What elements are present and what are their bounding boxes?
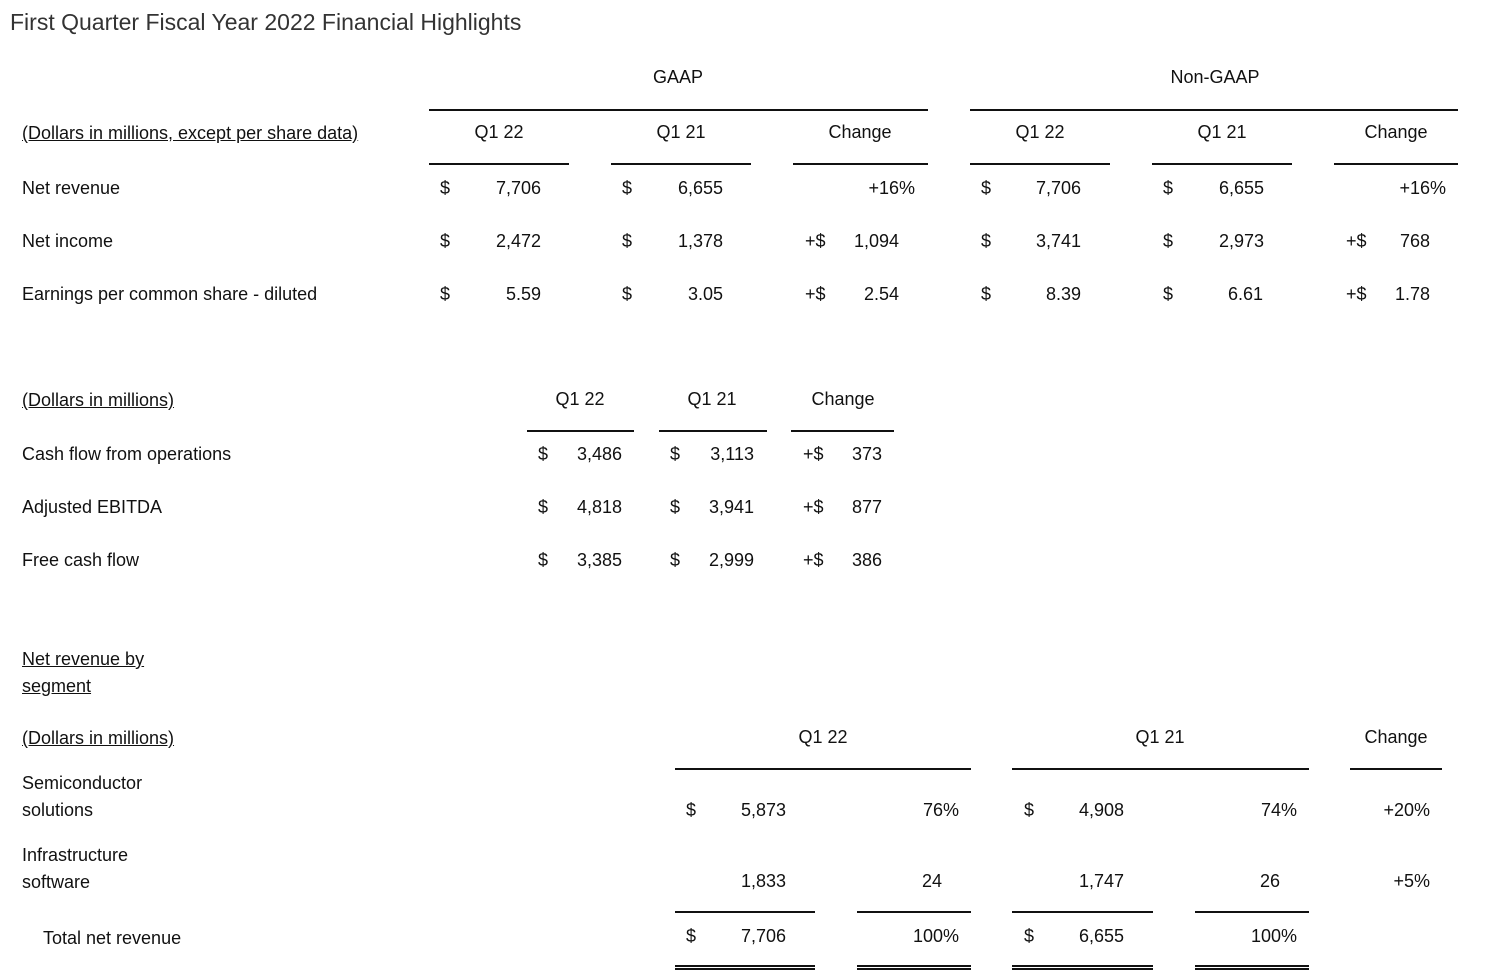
double-rule [857, 965, 971, 970]
column-rule [791, 430, 894, 432]
cashflow-q121-value: 3,113 [710, 444, 754, 464]
cashflow-q121-value: 2,999 [708, 550, 754, 570]
double-rule [675, 965, 815, 970]
column-rule [611, 163, 751, 165]
segment-col-change: Change [1364, 727, 1428, 747]
cashflow-change-value: 386 [851, 550, 882, 570]
segment-change: +5% [1393, 871, 1430, 891]
gaap-col-change: Change [828, 122, 892, 142]
segment-q122-value: 5,873 [740, 800, 786, 820]
gaap-q121-value: 3.05 [687, 284, 723, 304]
gaap-q122-value: 2,472 [495, 231, 541, 251]
nongaap-change-value: +16% [1399, 178, 1446, 198]
total-label: Total net revenue [43, 928, 182, 948]
total-q122-value: 7,706 [740, 926, 786, 946]
segment-change: +20% [1383, 800, 1430, 820]
cashflow-q121-value: 3,941 [708, 497, 754, 517]
column-rule [1152, 163, 1292, 165]
row-label: solutions [22, 800, 94, 820]
change-prefix: +$ [1346, 231, 1367, 251]
double-rule [1012, 965, 1153, 970]
gaap-col-q121: Q1 21 [656, 122, 706, 142]
total-q121-pct: 100% [1250, 926, 1297, 946]
currency-sign: $ [670, 497, 681, 517]
row-label: Infrastructure [22, 845, 129, 865]
segment-q122-value: 1,833 [740, 871, 786, 891]
gaap-change-value: 2.54 [863, 284, 899, 304]
segment-q121-value: 1,747 [1078, 871, 1124, 891]
currency-sign: $ [670, 444, 681, 464]
currency-sign: $ [686, 800, 697, 820]
double-rule [1195, 965, 1309, 970]
cashflow-change-value: 373 [851, 444, 882, 464]
page-title: First Quarter Fiscal Year 2022 Financial Highlights [10, 9, 522, 35]
gaap-change-value: 1,094 [853, 231, 899, 251]
cashflow-caption: (Dollars in millions) [22, 390, 175, 410]
nongaap-change-value: 1.78 [1394, 284, 1430, 304]
cashflow-q122-value: 3,385 [576, 550, 622, 570]
change-prefix: +$ [805, 284, 826, 304]
row-label: Semiconductor [22, 773, 143, 793]
cashflow-col-q121: Q1 21 [687, 389, 737, 409]
column-rule [1195, 911, 1309, 913]
nongaap-q122-value: 8.39 [1045, 284, 1081, 304]
gaap-q121-value: 6,655 [677, 178, 723, 198]
gaap-change-value: +16% [868, 178, 915, 198]
currency-sign: $ [981, 231, 992, 251]
currency-sign: $ [1163, 178, 1174, 198]
currency-sign: $ [981, 284, 992, 304]
column-rule [857, 911, 971, 913]
total-q122-pct: 100% [912, 926, 959, 946]
segment-q121-pct: 26 [1259, 871, 1280, 891]
column-rule [1350, 768, 1442, 770]
currency-sign: $ [1024, 926, 1035, 946]
nongaap-header-rule [970, 109, 1458, 111]
currency-sign: $ [538, 444, 549, 464]
cashflow-change-value: 877 [851, 497, 882, 517]
segment-q121-value: 4,908 [1078, 800, 1124, 820]
nongaap-q122-value: 3,741 [1035, 231, 1081, 251]
total-q121-value: 6,655 [1078, 926, 1124, 946]
column-rule [675, 911, 815, 913]
segment-col-q121: Q1 21 [1135, 727, 1185, 747]
column-rule [527, 430, 634, 432]
currency-sign: $ [440, 284, 451, 304]
column-rule [1012, 911, 1153, 913]
nongaap-col-q121: Q1 21 [1197, 122, 1247, 142]
currency-sign: $ [440, 231, 451, 251]
segment-caption: (Dollars in millions) [22, 728, 175, 748]
gaap-q122-value: 5.59 [505, 284, 541, 304]
currency-sign: $ [1163, 231, 1174, 251]
row-label: Adjusted EBITDA [22, 497, 163, 517]
gaap-q122-value: 7,706 [495, 178, 541, 198]
row-label: Earnings per common share - diluted [22, 284, 318, 304]
cashflow-col-change: Change [811, 389, 875, 409]
change-prefix: +$ [803, 497, 824, 517]
row-label: Net income [22, 231, 114, 251]
change-prefix: +$ [803, 444, 824, 464]
column-rule [675, 768, 971, 770]
currency-sign: $ [622, 178, 633, 198]
currency-sign: $ [538, 497, 549, 517]
nongaap-q121-value: 2,973 [1218, 231, 1264, 251]
row-label: software [22, 872, 91, 892]
nongaap-col-q122: Q1 22 [1015, 122, 1065, 142]
column-rule [793, 163, 928, 165]
nongaap-q122-value: 7,706 [1035, 178, 1081, 198]
segment-q122-pct: 24 [921, 871, 942, 891]
nongaap-q121-value: 6,655 [1218, 178, 1264, 198]
segment-heading: segment [22, 676, 92, 696]
segment-heading: Net revenue by [22, 649, 145, 669]
nongaap-col-change: Change [1364, 122, 1428, 142]
highlights-caption: (Dollars in millions, except per share data) [22, 123, 359, 143]
cashflow-col-q122: Q1 22 [555, 389, 605, 409]
column-rule [970, 163, 1110, 165]
currency-sign: $ [622, 284, 633, 304]
column-rule [659, 430, 767, 432]
column-rule [1012, 768, 1309, 770]
segment-col-q122: Q1 22 [798, 727, 848, 747]
currency-sign: $ [1163, 284, 1174, 304]
row-label: Cash flow from operations [22, 444, 232, 464]
change-prefix: +$ [803, 550, 824, 570]
change-prefix: +$ [805, 231, 826, 251]
cashflow-q122-value: 4,818 [576, 497, 622, 517]
row-label: Free cash flow [22, 550, 140, 570]
gaap-header-rule [429, 109, 928, 111]
segment-q122-pct: 76% [922, 800, 959, 820]
nongaap-change-value: 768 [1399, 231, 1430, 251]
currency-sign: $ [622, 231, 633, 251]
currency-sign: $ [440, 178, 451, 198]
nongaap-header: Non-GAAP [1170, 67, 1260, 87]
gaap-q121-value: 1,378 [677, 231, 723, 251]
currency-sign: $ [538, 550, 549, 570]
segment-q121-pct: 74% [1260, 800, 1297, 820]
gaap-header: GAAP [652, 67, 704, 87]
column-rule [1334, 163, 1458, 165]
currency-sign: $ [670, 550, 681, 570]
column-rule [429, 163, 569, 165]
change-prefix: +$ [1346, 284, 1367, 304]
cashflow-q122-value: 3,486 [576, 444, 622, 464]
currency-sign: $ [1024, 800, 1035, 820]
currency-sign: $ [981, 178, 992, 198]
row-label: Net revenue [22, 178, 121, 198]
nongaap-q121-value: 6.61 [1227, 284, 1263, 304]
currency-sign: $ [686, 926, 697, 946]
gaap-col-q122: Q1 22 [474, 122, 524, 142]
